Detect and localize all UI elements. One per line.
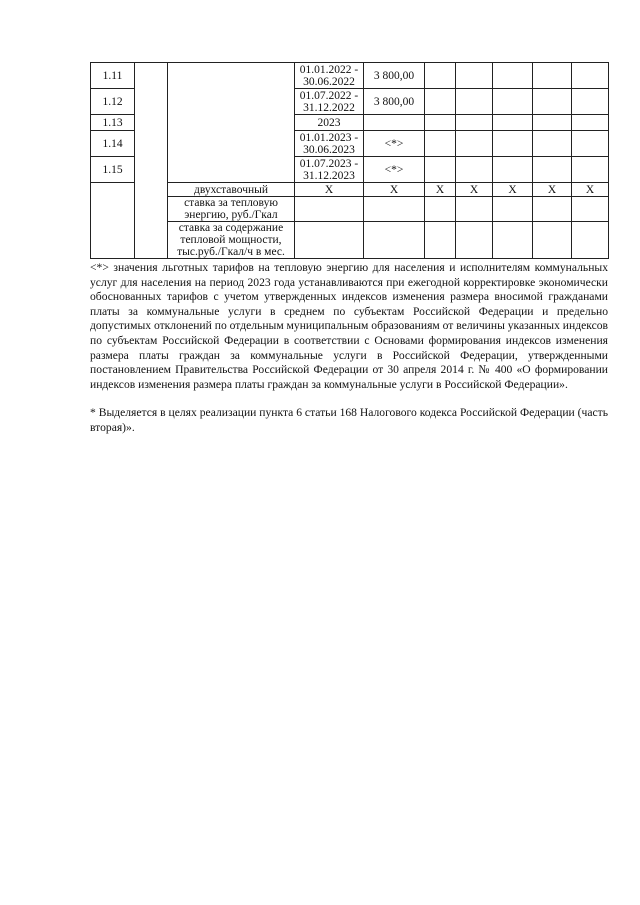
period-cell: 01.01.2023 - 30.06.2023 (295, 131, 364, 157)
period-cell: 01.07.2022 - 31.12.2022 (295, 89, 364, 115)
table-row (91, 222, 609, 259)
row-number: 1.14 (91, 131, 135, 157)
tariff-value: 3 800,00 (364, 89, 425, 115)
x-mark: X (295, 183, 364, 197)
document-page (90, 62, 608, 436)
footnote-star: * Выделяется в целях реализации пункта 6 статьи 168 Налогового кодекса Российской Федерации (часть вторая)». (90, 406, 608, 434)
merged-cell (168, 63, 295, 183)
table-row (91, 63, 609, 89)
tariff-value: <*> (364, 131, 425, 157)
row-number: 1.15 (91, 157, 135, 183)
row-number: 1.13 (91, 115, 135, 131)
period-cell: 01.01.2022 - 30.06.2022 (295, 63, 364, 89)
rate-heat-label: ставка за тепловую энергию, руб./Гкал (168, 197, 295, 222)
x-mark: X (425, 183, 456, 197)
row-number: 1.12 (91, 89, 135, 115)
row-number: 1.11 (91, 63, 135, 89)
merged-cell (91, 183, 135, 259)
x-mark: X (364, 183, 425, 197)
tariff-value: <*> (364, 157, 425, 183)
x-mark: X (456, 183, 493, 197)
merged-cell (135, 63, 168, 259)
footnote-star-ref: <*> значения льготных тарифов на тепловую энергию для населения и исполнителям коммунальных услуг для населения на период 2023 года устанавливаются при ежегодной корректировке экономически обоснованных тарифов с учетом утвержденных индексов изменения размера вносимой гражданами платы за коммунальные услуги в среднем по субъектам Российской Федерации и предельно допустимых отклонений по отдельным муниципальным образованиям от величины указанных индексов по субъектам Российской Федерации в соответствии с Основами формирования индексов изменения размера платы граждан за коммунальные услуги в Российской Федерации, утвержденными постановлением Правительства Российской Федерации от 30 апреля 2014 г. № 400 «О формировании индексов изменения размера платы граждан за коммунальные услуги в Российской Федерации». (90, 261, 608, 391)
tariff-value: 3 800,00 (364, 63, 425, 89)
two-part-label: двухставочный (168, 183, 295, 197)
period-cell: 01.07.2023 - 31.12.2023 (295, 157, 364, 183)
x-mark: X (533, 183, 572, 197)
x-mark: X (493, 183, 533, 197)
x-mark: X (572, 183, 609, 197)
rate-capacity-label: ставка за содержание тепловой мощности, тыс.руб./Гкал/ч в мес. (168, 222, 295, 259)
table-row (91, 183, 609, 197)
tariff-table (90, 62, 609, 259)
table-row (91, 197, 609, 222)
year-cell: 2023 (295, 115, 364, 131)
